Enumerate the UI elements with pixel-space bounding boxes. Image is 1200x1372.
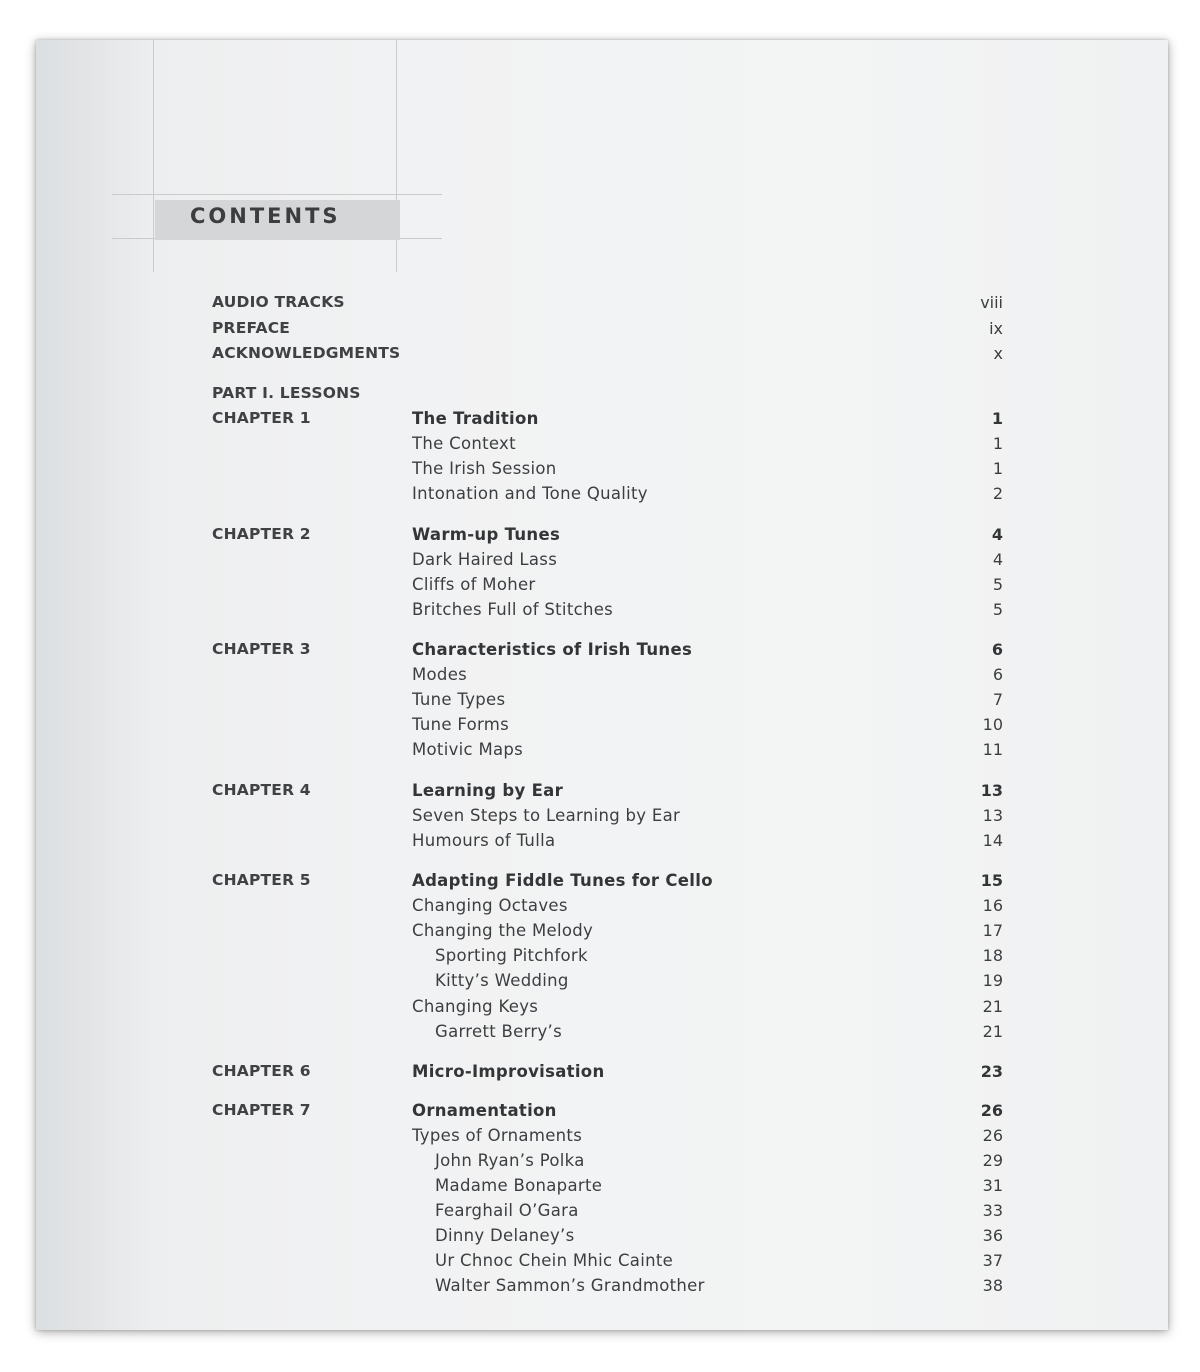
toc-page-number: 1 — [991, 409, 1003, 428]
toc-page-number: 38 — [982, 1276, 1003, 1295]
toc-page-number: 5 — [992, 600, 1003, 619]
toc-entry-row — [36, 484, 1168, 509]
toc-chapter-row — [36, 409, 1168, 434]
toc-entry-row — [36, 740, 1168, 765]
toc-page-number: 5 — [992, 575, 1003, 594]
chapter-title: Learning by Ear — [412, 781, 564, 800]
toc-page-number: 6 — [991, 640, 1003, 659]
chapter-title: Adapting Fiddle Tunes for Cello — [412, 871, 713, 890]
toc-entry-row — [36, 997, 1168, 1022]
toc-page-number: viii — [980, 293, 1003, 312]
toc-entry-row — [36, 665, 1168, 690]
toc-chapter-row — [36, 871, 1168, 896]
toc-entry-row — [36, 434, 1168, 459]
chapter-label: CHAPTER 7 — [212, 1101, 311, 1119]
section-title: Changing the Melody — [412, 921, 594, 940]
toc-page-number: x — [993, 344, 1003, 363]
toc-page-number: 2 — [992, 484, 1003, 503]
toc-row-audio-tracks — [36, 293, 1168, 318]
chapter-title: Ornamentation — [412, 1101, 557, 1120]
book-page — [36, 40, 1168, 1330]
frame-line-top — [112, 194, 442, 195]
toc-entry-row — [36, 971, 1168, 996]
toc-chapter-row — [36, 781, 1168, 806]
section-title: Changing Octaves — [412, 896, 568, 915]
toc-page-number: 33 — [982, 1201, 1003, 1220]
toc-entry-row — [36, 1151, 1168, 1176]
section-title: Dark Haired Lass — [412, 550, 558, 569]
toc-chapter-row — [36, 525, 1168, 550]
section-title: The Context — [412, 434, 516, 453]
section-title: Cliffs of Moher — [412, 575, 536, 594]
chapter-title: Micro-Improvisation — [412, 1062, 605, 1081]
toc-page-number: 13 — [980, 781, 1003, 800]
toc-page-number: 36 — [982, 1226, 1003, 1245]
toc-row-preface — [36, 319, 1168, 344]
tune-title: Kitty’s Wedding — [435, 971, 569, 990]
toc-page-number: 7 — [992, 690, 1003, 709]
chapter-label: CHAPTER 2 — [212, 525, 311, 543]
toc-page-number: 6 — [992, 665, 1003, 684]
toc-page-number: 23 — [980, 1062, 1003, 1081]
toc-entry-row — [36, 806, 1168, 831]
section-title: The Irish Session — [412, 459, 557, 478]
toc-entry-row — [36, 1022, 1168, 1047]
toc-page-number: 4 — [992, 550, 1003, 569]
toc-entry-row — [36, 690, 1168, 715]
toc-page-number: 16 — [982, 896, 1003, 915]
toc-chapter-row — [36, 640, 1168, 665]
toc-entry-row — [36, 831, 1168, 856]
section-title: Intonation and Tone Quality — [412, 484, 648, 503]
section-title: Types of Ornaments — [412, 1126, 583, 1145]
toc-entry-row — [36, 600, 1168, 625]
tune-title: Ur Chnoc Chein Mhic Cainte — [435, 1251, 674, 1270]
toc-page-number: 13 — [982, 806, 1003, 825]
toc-page-number: 1 — [992, 434, 1003, 453]
chapter-label: CHAPTER 4 — [212, 781, 311, 799]
page-title: CONTENTS — [190, 204, 341, 228]
toc-page-number: 14 — [982, 831, 1003, 850]
toc-page-number: 31 — [982, 1176, 1003, 1195]
section-title: Motivic Maps — [412, 740, 524, 759]
toc-entry-row — [36, 1276, 1168, 1301]
section-title: Modes — [412, 665, 468, 684]
toc-page-number: 15 — [980, 871, 1003, 890]
toc-page-number: 10 — [982, 715, 1003, 734]
toc-entry-row — [36, 1226, 1168, 1251]
toc-page-number: 1 — [992, 459, 1003, 478]
toc-page-number: 29 — [982, 1151, 1003, 1170]
chapter-title: The Tradition — [412, 409, 539, 428]
tune-title: Madame Bonaparte — [435, 1176, 603, 1195]
toc-entry-row — [36, 1201, 1168, 1226]
toc-entry-row — [36, 1126, 1168, 1151]
toc-row-acknowledgments — [36, 344, 1168, 369]
toc-page-number: 11 — [982, 740, 1003, 759]
toc-page-number: 21 — [982, 1022, 1003, 1041]
toc-entry-row — [36, 1251, 1168, 1276]
toc-page-number: 19 — [982, 971, 1003, 990]
chapter-title: Warm-up Tunes — [412, 525, 561, 544]
tune-title: John Ryan’s Polka — [435, 1151, 585, 1170]
section-title: Humours of Tulla — [412, 831, 556, 850]
chapter-label: CHAPTER 5 — [212, 871, 311, 889]
toc-label: ACKNOWLEDGMENTS — [212, 344, 401, 362]
toc-entry-row — [36, 459, 1168, 484]
toc-page-number: 18 — [982, 946, 1003, 965]
toc-page-number: ix — [989, 319, 1003, 338]
toc-page-number: 17 — [982, 921, 1003, 940]
toc-entry-row — [36, 715, 1168, 740]
section-title: Tune Forms — [412, 715, 510, 734]
toc-chapter-row — [36, 1062, 1168, 1087]
toc-chapter-row — [36, 1101, 1168, 1126]
toc-page-number: 37 — [982, 1251, 1003, 1270]
toc-entry-row — [36, 896, 1168, 921]
tune-title: Dinny Delaney’s — [435, 1226, 575, 1245]
toc-page-number: 4 — [991, 525, 1003, 544]
toc-page-number: 21 — [982, 997, 1003, 1016]
toc-entry-row — [36, 1176, 1168, 1201]
toc-label: PREFACE — [212, 319, 291, 337]
section-title: Seven Steps to Learning by Ear — [412, 806, 681, 825]
toc-part-heading — [36, 384, 1168, 409]
section-title: Tune Types — [412, 690, 506, 709]
tune-title: Fearghail O’Gara — [435, 1201, 579, 1220]
tune-title: Sporting Pitchfork — [435, 946, 588, 965]
toc-entry-row — [36, 921, 1168, 946]
toc-label: AUDIO TRACKS — [212, 293, 345, 311]
section-title: Britches Full of Stitches — [412, 600, 614, 619]
toc-entry-row — [36, 575, 1168, 600]
chapter-label: CHAPTER 6 — [212, 1062, 311, 1080]
chapter-label: CHAPTER 1 — [212, 409, 311, 427]
section-title: Changing Keys — [412, 997, 539, 1016]
chapter-title: Characteristics of Irish Tunes — [412, 640, 693, 659]
toc-page-number: 26 — [982, 1126, 1003, 1145]
tune-title: Walter Sammon’s Grandmother — [435, 1276, 705, 1295]
toc-page-number: 26 — [980, 1101, 1003, 1120]
toc-entry-row — [36, 946, 1168, 971]
toc-entry-row — [36, 550, 1168, 575]
chapter-label: CHAPTER 3 — [212, 640, 311, 658]
part-heading: PART I. LESSONS — [212, 384, 361, 402]
tune-title: Garrett Berry’s — [435, 1022, 563, 1041]
